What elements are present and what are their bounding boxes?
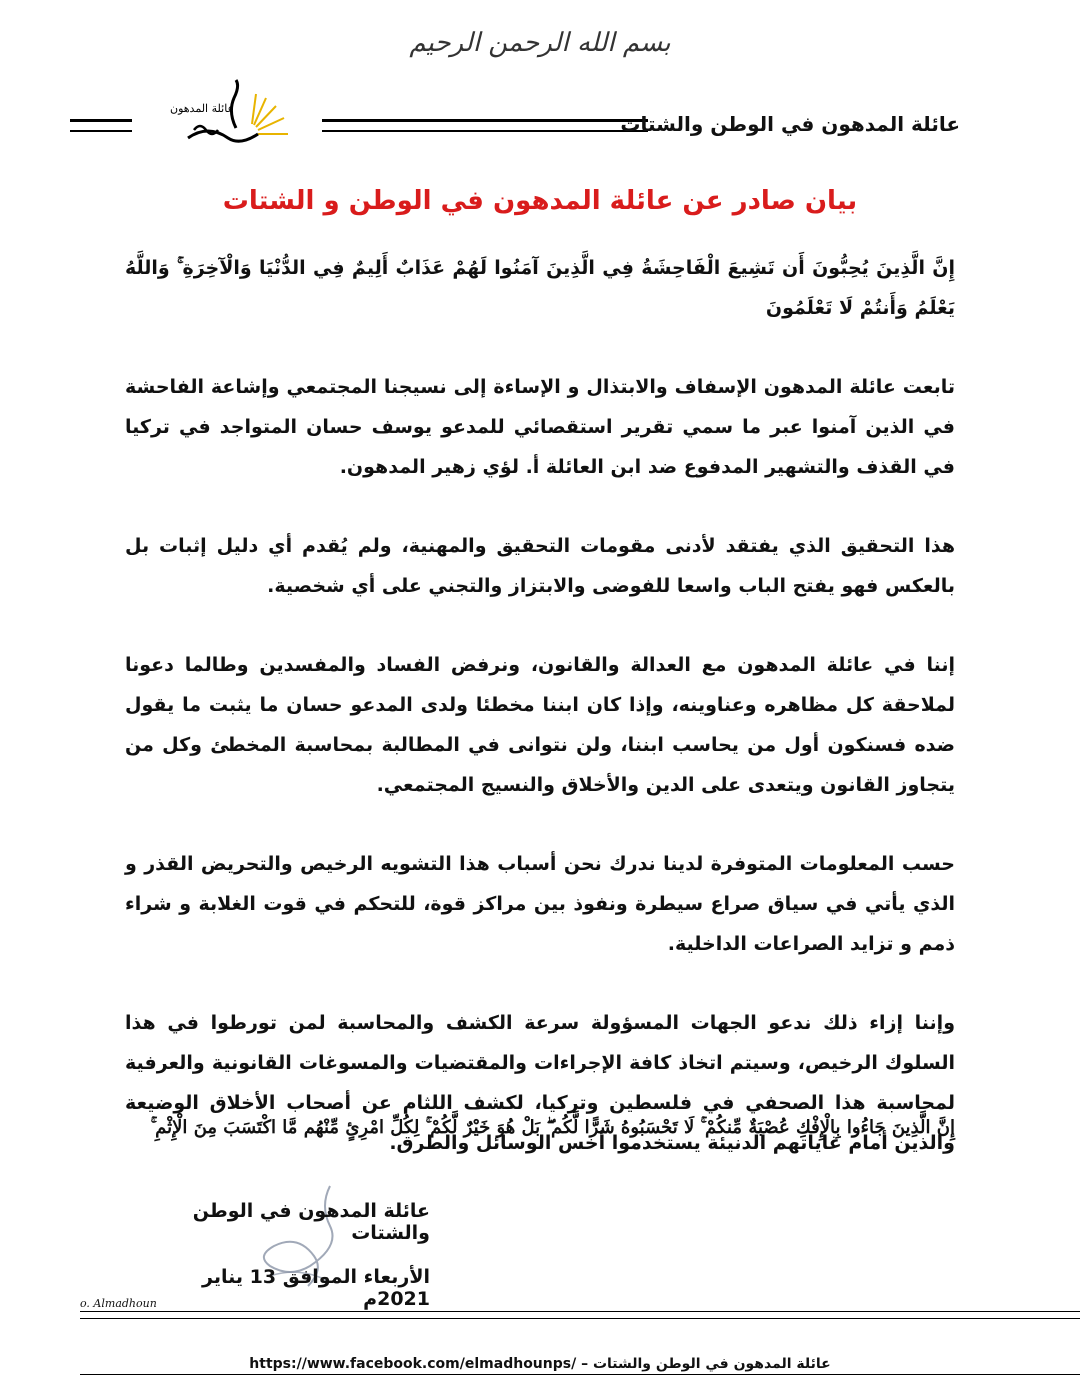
family-logo <box>148 72 298 152</box>
paragraph: وإننا إزاء ذلك ندعو الجهات المسؤولة سرعة الكشف والمحاسبة لمن تورطوا في هذا السلوك الرخيص، وسيتم اتخاذ كافة الإجراءات والمقتضيات والمسوغات القانونية والعرفية لمحاسبة هذا الصحفي في فلسطين وتركيا، لكشف اللثام عن أصحاب الأخلاق الوضيعة والذين أمام غاياتهم الدنيئة يستخدموا أخس الوسائل والطرق. <box>125 1012 955 1154</box>
document-body <box>125 248 955 1202</box>
signature-block <box>130 1200 430 1310</box>
opening-verse: إِنَّ الَّذِينَ يُحِبُّونَ أَن تَشِيعَ الْفَاحِشَةُ فِي الَّذِينَ آمَنُوا لَهُمْ عَذَابٌ أَلِيمٌ فِي الدُّنْيَا وَالْآخِرَةِ ۚ وَاللَّهُ يَعْلَمُ وَأَنتُمْ لَا تَعْلَمُونَ <box>125 257 955 319</box>
signature-date: الأربعاء الموافق 13 يناير 2021م <box>202 1266 430 1310</box>
paragraph: إننا في عائلة المدهون مع العدالة والقانون، ونرفض الفساد والمفسدين وطالما دعونا لملاحقة كل مظاهره وعناوينه، وإذا كان ابننا مخطئا ولدى المدعو حسان ما يثبت ما يقول ضده فسنكون أول من يحاسب ابننا، ولن نتوانى في المطالبة بمحاسبة المخطئ وكل من يتجاوز القانون ويتعدى على الدين والأخلاق والنسيج المجتمعي. <box>125 654 955 796</box>
header-rule-left <box>70 119 132 132</box>
document-title: بيان صادر عن عائلة المدهون في الوطن و الشتات <box>222 186 858 216</box>
header-rule-right <box>322 119 648 132</box>
designer-credit: o. Almadhoun <box>80 1297 157 1310</box>
paragraph: حسب المعلومات المتوفرة لدينا ندرك نحن أسباب هذا التشويه الرخيص والتحريض القذر و الذي يأتي في سياق صراع سيطرة ونفوذ بين مراكز قوة، للتحكم في قوت الغلابة و شراء ذمم و تزايد الصراعات الداخلية. <box>125 853 955 955</box>
signature-name: عائلة المدهون في الوطن والشتات <box>192 1200 430 1244</box>
paragraph: هذا التحقيق الذي يفتقد لأدنى مقومات التحقيق والمهنية، ولم يُقدم أي دليل إثبات بل بالعكس فهو يفتح الباب واسعا للفوضى والابتزاز والتجني على أي شخصية. <box>125 535 955 597</box>
paragraph: تابعت عائلة المدهون الإسفاف والابتذال و الإساءة إلى نسيجنا المجتمعي وإشاعة الفاحشة في الذين آمنوا عبر ما سمي تقرير استقصائي للمدعو يوسف حسان المتواجد في تركيا في القذف والتشهير المدفوع ضد ابن العائلة أ. لؤي زهير المدهون. <box>125 376 955 478</box>
footer-divider-thin <box>80 1318 1080 1319</box>
footer-divider <box>80 1311 1080 1312</box>
svg-text:عائلة المدهون: عائلة المدهون <box>170 102 235 115</box>
footer-link[interactable]: https://www.facebook.com/elmadhounps/ – عائلة المدهون في الوطن والشتات <box>249 1356 831 1372</box>
header-title: عائلة المدهون في الوطن والشتات <box>620 112 960 136</box>
closing-verse: إِنَّ الَّذِينَ جَاءُوا بِالْإِفْكِ عُصْبَةٌ مِّنكُمْ ۚ لَا تَحْسَبُوهُ شَرًّا لَّكُم ۖ بَلْ هُوَ خَيْرٌ لَّكُمْ ۚ لِكُلِّ امْرِئٍ مِّنْهُم مَّا اكْتَسَبَ مِنَ الْإِثْمِ ۚ <box>150 1117 955 1138</box>
sun-rays-icon <box>252 94 288 134</box>
basmala: بسم الله الرحمن الرحيم <box>409 28 671 58</box>
footer-bottom-rule <box>80 1374 1080 1375</box>
